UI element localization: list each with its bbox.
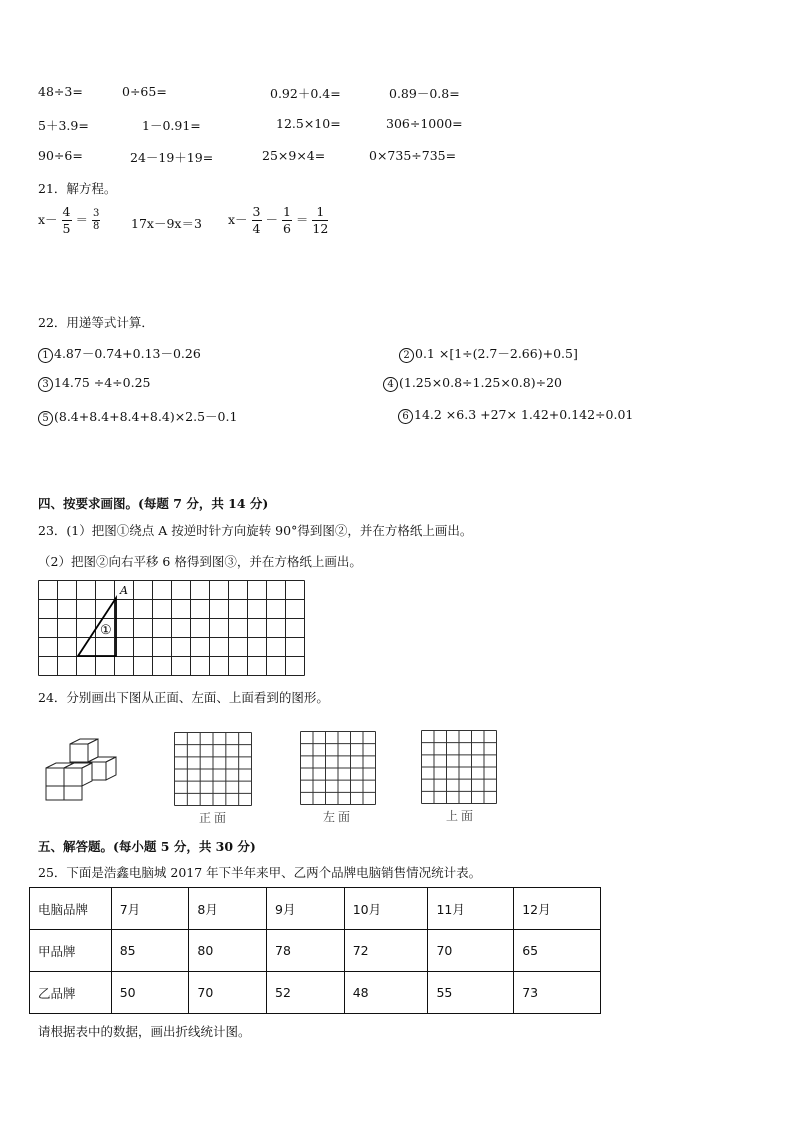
q23-grid-paper[interactable] <box>38 580 308 676</box>
table-cell: 73 <box>514 972 601 1014</box>
q22-item-6: 6 14.2 ×6.3 +27× 1.42+0.142÷0.01 <box>398 407 633 424</box>
table-header-cell: 电脑品牌 <box>30 888 112 930</box>
top-view-grid[interactable] <box>421 730 497 804</box>
q23-line-1: 23．(1）把图①绕点 A 按逆时针方向旋转 90°得到图②，并在方格纸上画出。 <box>38 523 473 538</box>
oral-calc-1-1: 48÷3= <box>38 84 83 99</box>
front-view-label: 正面 <box>199 811 230 825</box>
table-header-cell: 9月 <box>267 888 345 930</box>
table-cell: 72 <box>344 930 428 972</box>
q23-line-2: （2）把图②向右平移 6 格得到图③，并在方格纸上画出。 <box>38 554 362 569</box>
oral-calc-3-3: 25×9×4= <box>262 148 326 163</box>
q22-title: 22．用递等式计算． <box>38 315 154 330</box>
oral-calc-2-1: 5＋3.9= <box>38 118 89 133</box>
table-header-cell: 11月 <box>428 888 514 930</box>
oral-calc-3-4: 0×735÷735= <box>369 148 457 163</box>
table-cell: 85 <box>111 930 189 972</box>
q21-equation-1: x－ $\frac{4}{5}$ ＝ $\frac{3}{8}$ <box>38 204 100 236</box>
section-5-heading: 五、解答题。(每小题 5 分，共 30 分) <box>38 839 256 854</box>
table-cell: 48 <box>344 972 428 1014</box>
q24-title: 24．分别画出下图从正面、左面、上面看到的图形。 <box>38 690 329 705</box>
q22-item-5: 5 (8.4+8.4+8.4+8.4)×2.5－0.1 <box>38 407 237 426</box>
oral-calc-2-3: 12.5×10= <box>276 116 341 131</box>
table-cell: 80 <box>189 930 267 972</box>
shape-1-label: ① <box>100 623 112 638</box>
table-header-cell: 7月 <box>111 888 189 930</box>
table-cell: 甲品牌 <box>30 930 112 972</box>
q21-equation-3: x－ $\frac{3}{4}$ － $\frac{1}{6}$ ＝ $\frac{1}{12}$ <box>228 204 329 236</box>
q22-item-3: 3 14.75 ÷4÷0.25 <box>38 375 151 392</box>
table-header-row <box>30 888 601 930</box>
table-cell: 50 <box>111 972 189 1014</box>
table-cell: 55 <box>428 972 514 1014</box>
q21-title: 21．解方程。 <box>38 181 117 196</box>
oral-calc-1-2: 0÷65= <box>122 84 167 99</box>
table-header-cell: 10月 <box>344 888 428 930</box>
top-view-label: 上面 <box>446 809 477 823</box>
table-cell: 70 <box>189 972 267 1014</box>
point-a-label: A <box>120 584 128 597</box>
table-row <box>30 930 601 972</box>
cube-stack-figure <box>44 738 124 802</box>
table-cell: 乙品牌 <box>30 972 112 1014</box>
oral-calc-2-4: 306÷1000= <box>386 116 463 131</box>
q22-item-4: 4 (1.25×0.8÷1.25×0.8)÷20 <box>383 375 562 392</box>
oral-calc-1-3: 0.92＋0.4= <box>270 86 341 101</box>
left-view-label: 左面 <box>323 810 354 824</box>
front-view-grid[interactable] <box>174 732 252 806</box>
table-header-cell: 8月 <box>189 888 267 930</box>
oral-calc-3-1: 90÷6= <box>38 148 83 163</box>
oral-calc-2-2: 1－0.91= <box>142 118 201 133</box>
section-4-heading: 四、按要求画图。(每题 7 分，共 14 分) <box>38 496 269 511</box>
q22-item-1: 1 4.87－0.74+0.13－0.26 <box>38 344 201 363</box>
oral-calc-1-4: 0.89－0.8= <box>389 86 460 101</box>
table-cell: 52 <box>267 972 345 1014</box>
table-header-cell: 12月 <box>514 888 601 930</box>
sales-table <box>29 887 601 1014</box>
q25-instruction: 请根据表中的数据，画出折线统计图。 <box>38 1024 251 1039</box>
table-cell: 78 <box>267 930 345 972</box>
table-cell: 70 <box>428 930 514 972</box>
q21-equation-2: 17x－9x＝3 <box>131 216 202 231</box>
q22-item-2: 2 0.1 ×[1÷(2.7－2.66)+0.5] <box>399 344 578 363</box>
left-view-grid[interactable] <box>300 731 376 805</box>
table-row <box>30 972 601 1014</box>
oral-calc-3-2: 24－19＋19= <box>130 150 214 165</box>
q25-title: 25．下面是浩鑫电脑城 2017 年下半年来甲、乙两个品牌电脑销售情况统计表。 <box>38 865 482 880</box>
table-cell: 65 <box>514 930 601 972</box>
